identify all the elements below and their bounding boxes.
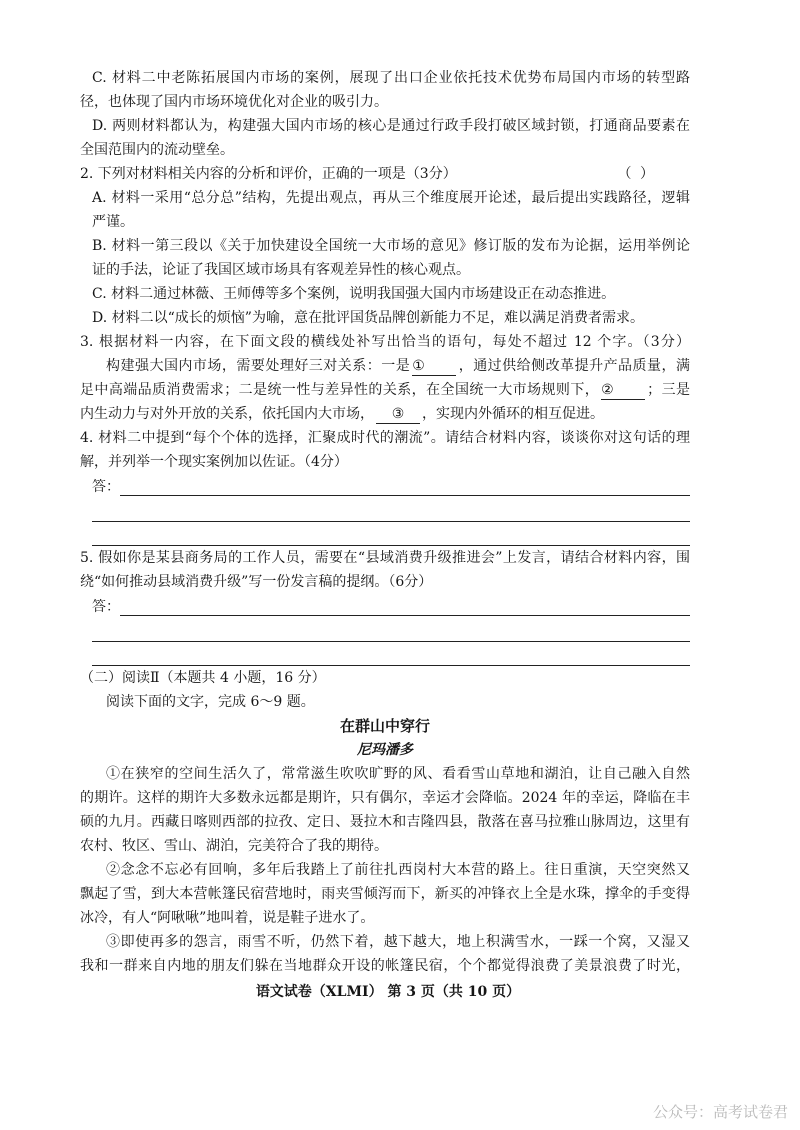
q1-option-c-line2: 径，也体现了国内市场环境优化对企业的吸引力。 [80, 94, 388, 110]
q3-passage-line2 [80, 378, 690, 402]
q4-answer-label: 答： [92, 479, 120, 495]
article-p2-line2: 飘起了雪，到大本营帐篷民宿营地时，雨夹雪倾泻而下，新买的冲锋衣上全是水珠，撑伞的手变得 [80, 886, 690, 902]
q2-stem: 2. 下列对材料相关内容的分析和评价，正确的一项是（3分） [80, 166, 457, 182]
article-title: 在群山中穿行 [339, 717, 430, 735]
article-p1-line4: 农村、牧区、雪山、湖泊，完美符合了我的期待。 [80, 838, 388, 854]
q3-passage-line3 [80, 402, 690, 426]
q1-option-d-line1: D. 两则材料都认为，构建强大国内市场的核心是通过行政手段打破区域封锁，打通商品要素在 [92, 118, 690, 134]
q2-option-a-line1: A. 材料一采用“总分总”结构，先提出观点，再从三个维度展开论述，最后提出实践路径，逻辑 [92, 190, 690, 206]
article-p2-line3: 冰冷，有人“阿啾啾”地叫着，说是鞋子进水了。 [80, 910, 375, 926]
q4-stem-line2: 解，并列举一个现实案例加以佐证。（4分） [80, 454, 348, 470]
q3-blank-2: ② [601, 381, 645, 400]
q4-answer-row [80, 474, 690, 498]
q3-text: ，实现内外循环的相互促进。 [422, 406, 604, 422]
q1-option-d-line2: 全国范围内的流动壁垒。 [80, 142, 234, 158]
q2-option-a-line2: 严谨。 [92, 214, 134, 230]
q3-blank-1: ① [412, 357, 456, 376]
section-instruction: 阅读下面的文字，完成 6～9 题。 [106, 694, 315, 710]
q2-option-d: D. 材料二以“成长的烦恼”为喻，意在批评国货品牌创新能力不足，难以满足消费者需求。 [92, 310, 644, 326]
answer-line [92, 642, 690, 666]
q4-stem-line1: 4. 材料二中提到“每个个体的选择，汇聚成时代的潮流”。请结合材料内容，谈谈你对这句话的理 [80, 430, 690, 446]
article-author: 尼玛潘多 [357, 742, 413, 758]
q1-option-c-line1: C. 材料二中老陈拓展国内市场的案例，展现了出口企业依托技术优势布局国内市场的转型路 [92, 70, 690, 86]
q2-answer-paren: （ ） [617, 166, 656, 182]
answer-line [120, 595, 690, 616]
q2-option-b-line2: 证的手法，论证了我国区域市场具有客观差异性的核心观点。 [92, 262, 470, 278]
watermark: 公众号：高考试卷君 [652, 1103, 788, 1121]
answer-line [92, 498, 690, 522]
q5-answer-row [80, 594, 690, 618]
answer-line [92, 522, 690, 546]
q3-text: 内生动力与对外开放的关系，依托国内大市场， [80, 406, 374, 422]
article-p3-line1: ③即使再多的怨言，雨雪不听，仍然下着，越下越大，地上积满雪水，一踩一个窝，又湿又 [106, 934, 690, 950]
q3-blank-3: ③ [376, 405, 420, 424]
q3-text: ，通过供给侧改革提升产品质量，满 [458, 358, 690, 374]
q3-text: 构建强大国内市场，需要处理好三对关系：一是 [106, 358, 411, 374]
answer-line [120, 475, 690, 496]
exam-page [80, 66, 690, 978]
section-heading: （二）阅读Ⅱ（本题共 4 小题，16 分） [80, 670, 326, 686]
q3-text: 足中高端品质消费需求；二是统一性与差异性的关系，在全国统一大市场规则下， [80, 382, 600, 398]
q3-passage-line1 [80, 354, 690, 378]
q5-answer-label: 答： [92, 599, 120, 615]
article-p1-line3: 硕的九月。西藏日喀则西部的拉孜、定日、聂拉木和吉隆四县，散落在喜马拉雅山脉周边，这里有 [80, 814, 690, 830]
q5-stem-line2: 绕“如何推动县域消费升级”写一份发言稿的提纲。（6分） [80, 574, 433, 590]
q3-stem: 3. 根据材料一内容，在下面文段的横线处补写出恰当的语句，每处不超过 12 个字。（3分） [80, 334, 690, 350]
answer-line [92, 618, 690, 642]
article-p3-line2: 我和一群来自内地的朋友们躲在当地群众开设的帐篷民宿，个个都觉得浪费了美景浪费了时光， [80, 958, 690, 974]
q2-option-c: C. 材料二通过林薇、王师傅等多个案例，说明我国强大国内市场建设正在动态推进。 [92, 286, 616, 302]
article-p2-line1: ②念念不忘必有回响，多年后我踏上了前往扎西岗村大本营的路上。往日重演，天空突然又 [106, 862, 690, 878]
q3-text: ；三是 [647, 382, 690, 398]
q2-stem-row [80, 162, 690, 186]
q5-stem-line1: 5. 假如你是某县商务局的工作人员，需要在“县域消费升级推进会”上发言，请结合材料内容，围 [80, 550, 690, 566]
article-p1-line1: ①在狭窄的空间生活久了，常常滋生吹吹旷野的风、看看雪山草地和湖泊，让自己融入自然 [106, 766, 690, 782]
page-footer: 语文试卷（XLMI） 第 3 页（共 10 页） [255, 984, 521, 1000]
q2-option-b-line1: B. 材料一第三段以《关于加快建设全国统一大市场的意见》修订版的发布为论据，运用举例论 [92, 238, 690, 254]
article-p1-line2: 的期许。这样的期许大多数永远都是期许，只有偶尔，幸运才会降临。2024 年的幸运，降临在丰 [80, 790, 690, 806]
